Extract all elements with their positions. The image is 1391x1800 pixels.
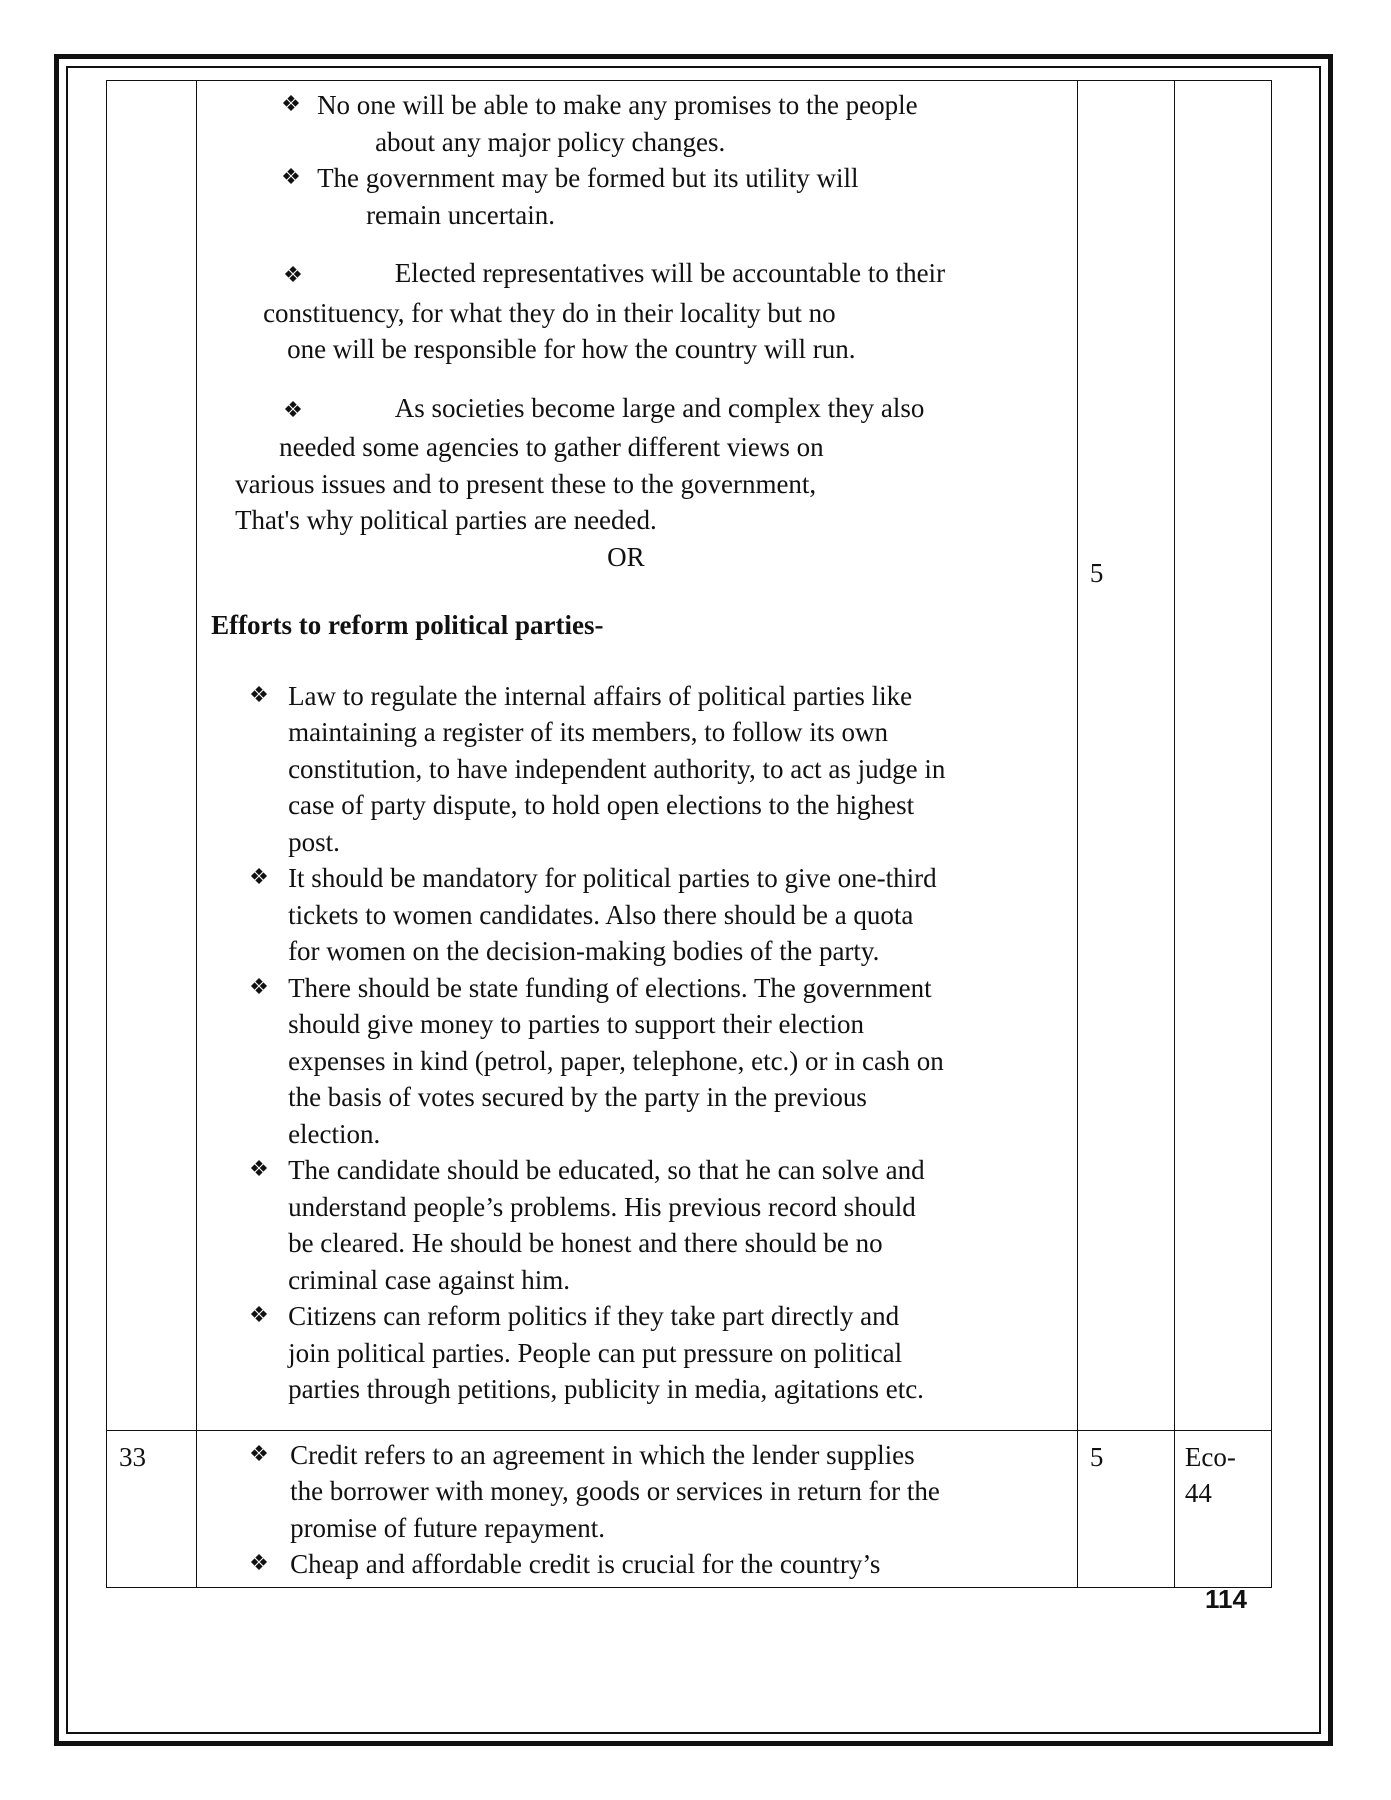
or-divider: OR (607, 541, 645, 572)
list-item: ❖ Credit refers to an agreement in which the lender supplies the borrower with money, goods or services in return for the promise of future repayment. (211, 1437, 1061, 1547)
page-number: 114 (1205, 1584, 1247, 1614)
section-heading: Efforts to reform political parties- (211, 610, 604, 640)
diamond-bullet-icon: ❖ (281, 92, 301, 117)
answer-cell: ❖ No one will be able to make any promises to the people about any major policy changes. ❖ The government may be formed but its utility will remain uncertain. ❖ Elected representatives will be accountable to their constituency, for what they do in their locality but no one will be responsible for how the country will run. ❖ As societies become large and complex they also needed some agencies to gather different views on various issues and to present these to the government, That's why political parties are needed. OR Efforts to reform political parties- ❖ Law to regulate the internal affairs of political parties like maintaining a register of its members, to follow its own constitution, to have independent authority, to act as judge in case of party dispute, to hold open elections to the highest post. ❖ It should be mandatory for political parties to give one-third tickets to women candidates. Also there should be a quota for women on the decision-making bodies of the party. ❖ There should be state funding of elections. The government should give money to parties to support their election expenses in kind (petrol, paper, telephone, etc.) or in cash on the basis of votes secured by the party in the previous election. ❖ The candidate should be educated, so that he can solve and understand people’s problems. His previous record should be cleared. He should be honest and there should be no criminal case against him. ❖ Citizens can reform politics if they take part directly and join political parties. People can put pressure on political parties through petitions, publicity in media, agitations etc. (197, 81, 1078, 1431)
answer-key-table (106, 80, 1272, 1588)
reference-cell (1174, 81, 1271, 1431)
question-number-cell: 33 (107, 1430, 197, 1587)
list-item: ❖ The candidate should be educated, so that he can solve and understand people’s problems. His previous record should be cleared. He should be honest and there should be no criminal case against him. (211, 1152, 1061, 1298)
diamond-bullet-icon: ❖ (281, 165, 301, 190)
list-item: ❖ Law to regulate the internal affairs of political parties like maintaining a register of its members, to follow its own constitution, to have independent authority, to act as judge in case of party dispute, to hold open elections to the highest post. (211, 678, 1061, 861)
list-item: ❖ The government may be formed but its utility will (211, 160, 1061, 197)
list-item: ❖ It should be mandatory for political parties to give one-third tickets to women candidates. Also there should be a quota for women on the decision-making bodies of the party. (211, 860, 1061, 970)
question-number-cell (107, 81, 197, 1431)
marks-value: 5 (1089, 558, 1104, 588)
diamond-bullet-icon: ❖ (283, 397, 303, 423)
list-item: ❖ Cheap and affordable credit is crucial for the country’s (211, 1546, 1061, 1583)
list-item: ❖ There should be state funding of elections. The government should give money to parties to support their election expenses in kind (petrol, paper, telephone, etc.) or in cash on the basis of votes secured by the party in the previous election. (211, 970, 1061, 1153)
list-item: ❖ Elected representatives will be accountable to their (283, 258, 946, 288)
table-row (107, 81, 1272, 1431)
list-item: ❖ No one will be able to make any promises to the people (211, 87, 1061, 124)
diamond-bullet-icon: ❖ (249, 682, 269, 708)
table-row (107, 1430, 1272, 1587)
marks-cell (1077, 81, 1174, 1431)
diamond-bullet-icon: ❖ (283, 263, 303, 288)
diamond-bullet-icon: ❖ (249, 1157, 269, 1182)
diamond-bullet-icon: ❖ (249, 1303, 269, 1328)
diamond-bullet-icon: ❖ (249, 865, 269, 890)
diamond-bullet-icon: ❖ (249, 974, 269, 1000)
diamond-bullet-icon: ❖ (249, 1441, 269, 1467)
answer-cell (197, 1430, 1078, 1587)
diamond-bullet-icon: ❖ (249, 1551, 269, 1576)
list-item: ❖ Citizens can reform politics if they take part directly and join political parties. People can put pressure on political parties through petitions, publicity in media, agitations etc. (211, 1298, 1061, 1408)
reference-cell: Eco- 44 (1174, 1430, 1271, 1587)
reform-list (211, 678, 1061, 1408)
list-item: ❖ As societies become large and complex they also (283, 392, 925, 423)
marks-cell: 5 (1077, 1430, 1174, 1587)
